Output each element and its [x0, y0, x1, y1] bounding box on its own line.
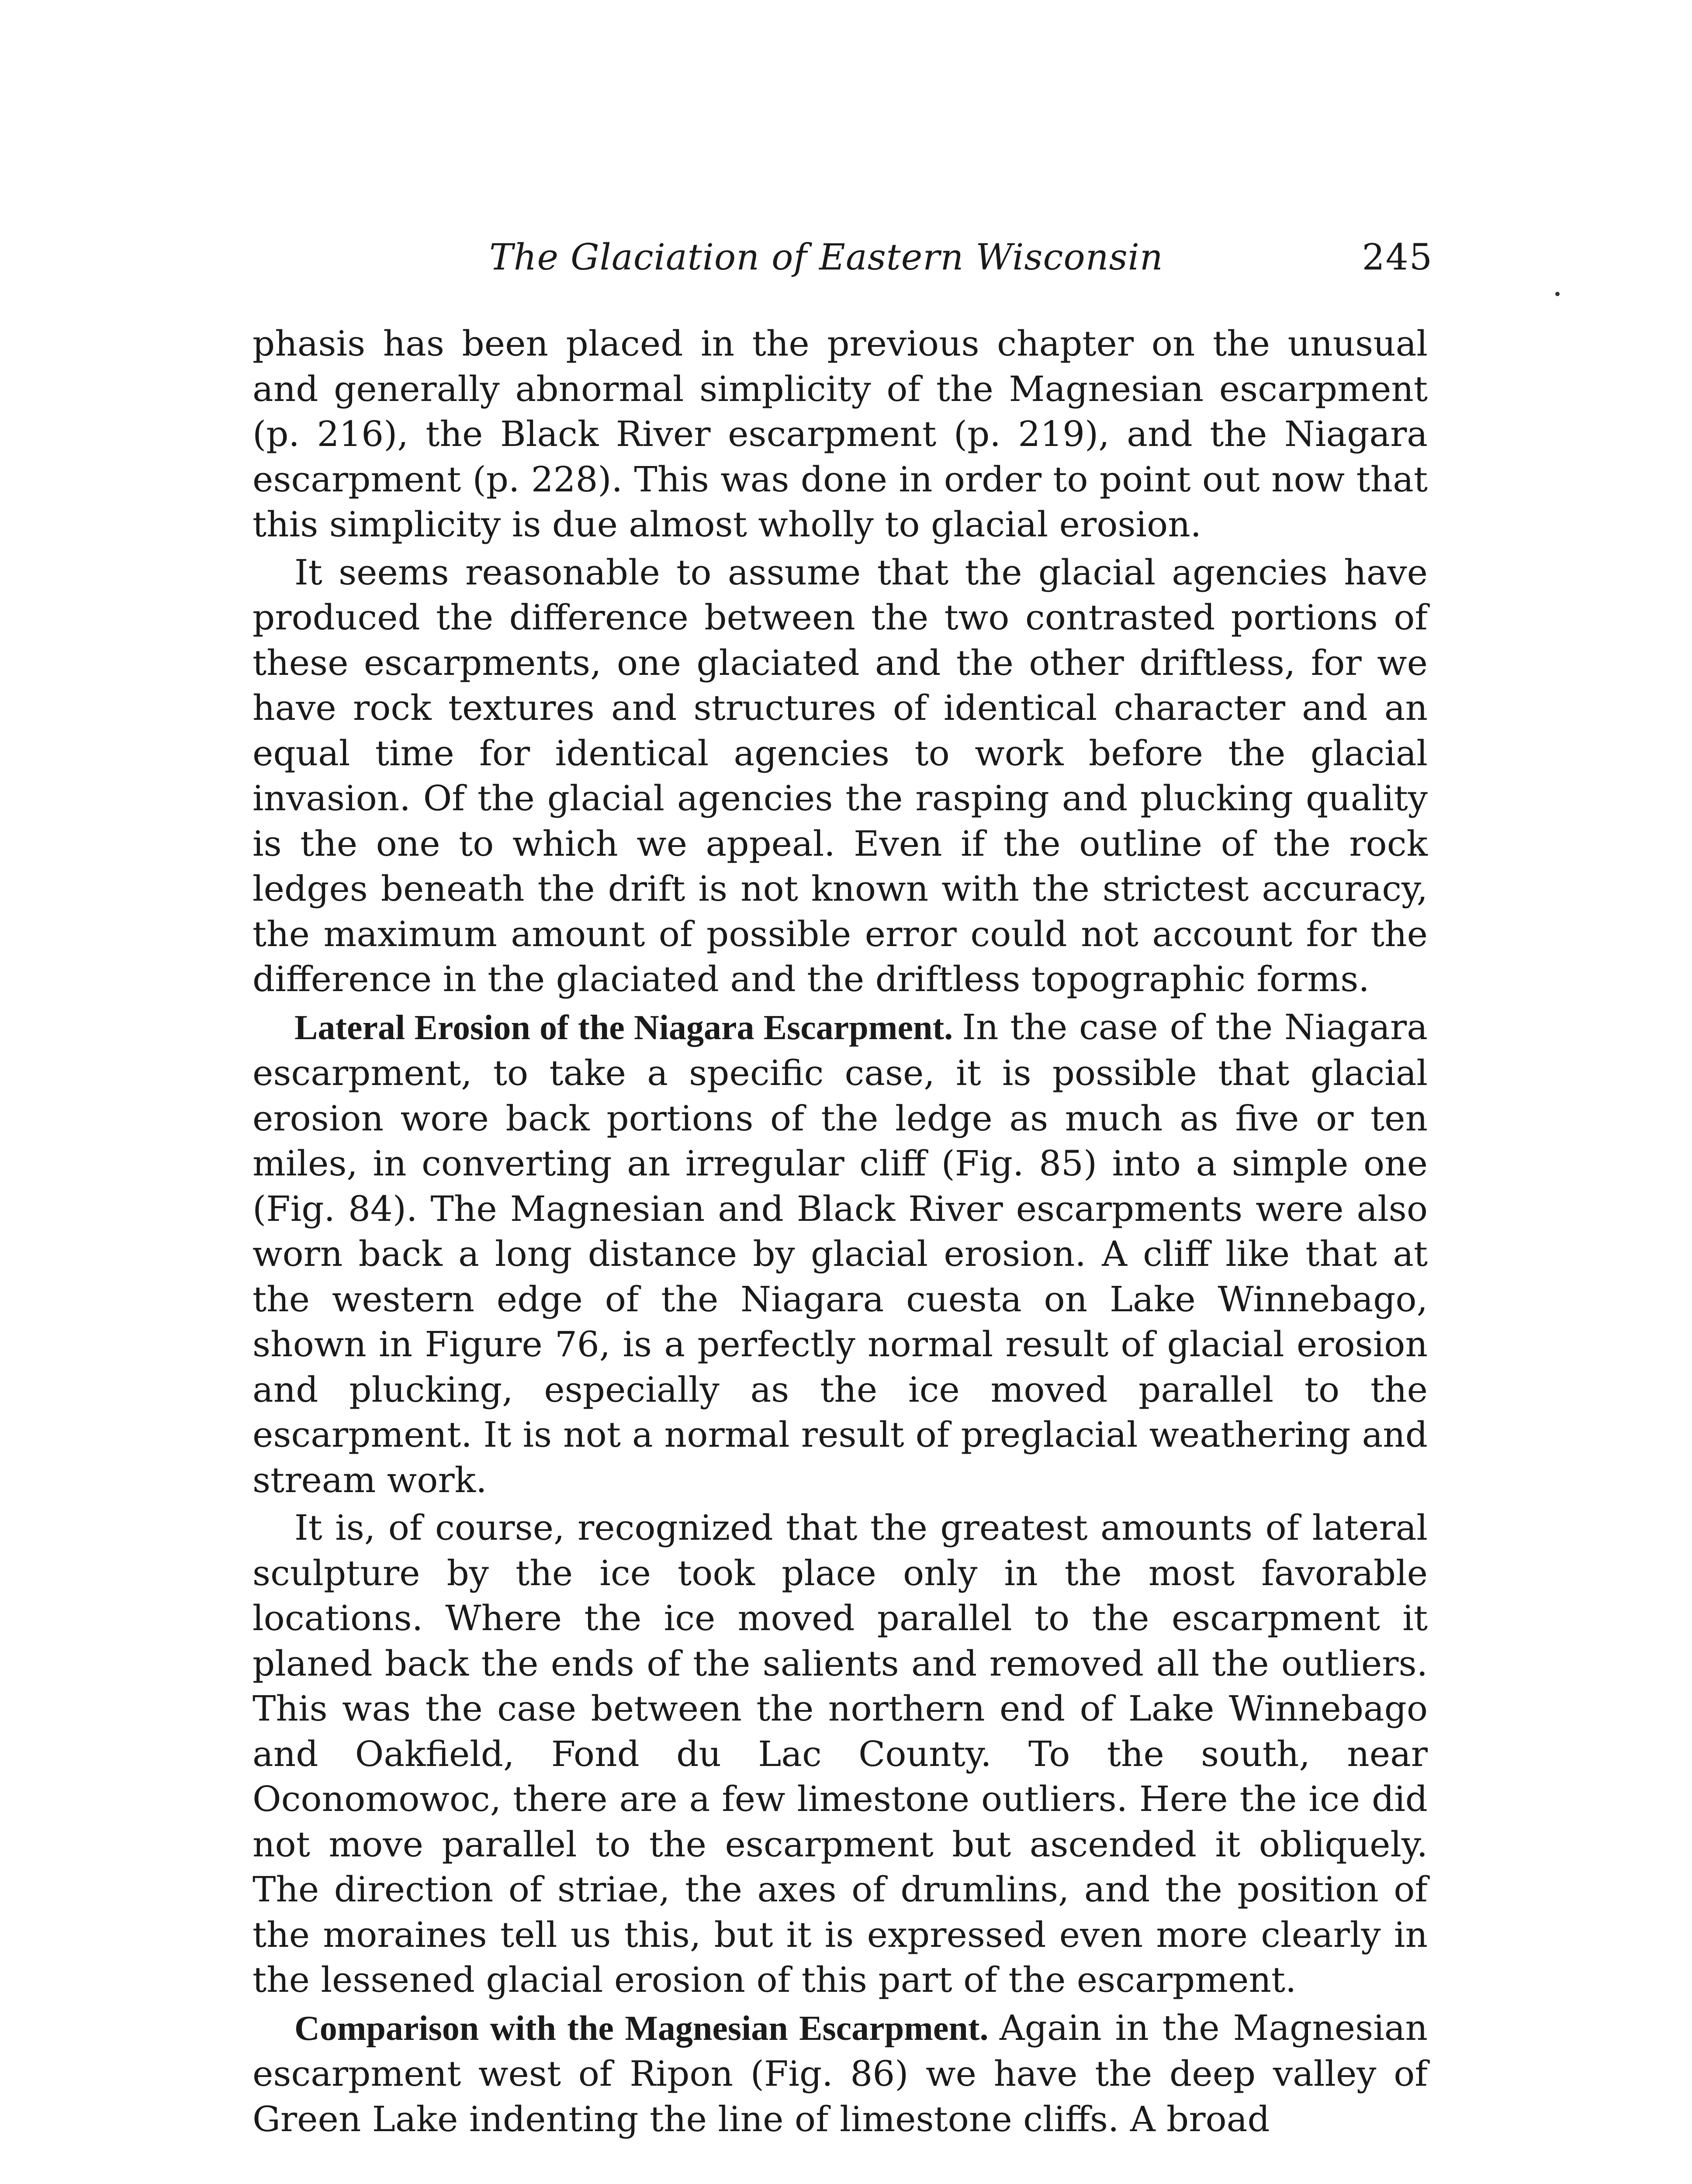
- paragraph: [253, 1505, 1428, 2003]
- body-text: [253, 321, 1428, 2144]
- paragraph: [253, 2005, 1428, 2142]
- paragraph: [253, 550, 1428, 1002]
- paragraph-text: It seems reasonable to assume that the glacial agencies have produced the difference between the two contrasted portions of these escarpments, one glaciated and the other driftless, for we have rock textures and structures of identical character and an equal time for identical agencies to work before the glacial invasion. Of the glacial agencies the rasping and plucking quality is the one to which we appeal. Even if the outline of the rock ledges beneath the drift is not known with the strictest accuracy, the maximum amount of possible error could not account for the difference in the glaciated and the driftless topographic forms.: [253, 552, 1428, 999]
- paragraph-text: Again in the Magnesian escarpment west of Ripon (Fig. 86) we have the deep valley of Green Lake indenting the line of limestone cliffs. A broad: [253, 2007, 1428, 2139]
- section-heading: Lateral Erosion of the Niagara Escarpment.: [294, 1008, 962, 1047]
- paragraph-text: It is, of course, recognized that the greatest amounts of lateral sculpture by the ice took place only in the most favorable locations. Where the ice moved parallel to the escarpment it planed back the ends of the salients and removed all the outliers. This was the case between the northern end of Lake Winnebago and Oakfield, Fond du Lac County. To the south, near Oconomowoc, there are a few limestone outliers. Here the ice did not move parallel to the escarpment but ascended it obliquely. The direction of striae, the axes of drumlins, and the position of the moraines tell us this, but it is expressed even more clearly in the lessened glacial erosion of this part of the escarpment.: [253, 1507, 1428, 2000]
- running-title: The Glaciation of Eastern Wisconsin: [489, 237, 1163, 278]
- running-head: [253, 232, 1433, 284]
- page-number: 245: [1362, 237, 1433, 278]
- paragraph-text: phasis has been placed in the previous chapter on the unusual and generally abnormal simplicity of the Magnesian escarpment (p. 216), the Black River escarpment (p. 219), and the Niagara escarpment (p. 228). This was done in order to point out now that this simplicity is due almost wholly to glacial erosion.: [253, 323, 1428, 545]
- paragraph: [253, 1005, 1428, 1503]
- page-speck: [1555, 292, 1560, 296]
- section-heading: Comparison with the Magnesian Escarpment.: [294, 2009, 1000, 2048]
- paragraph-text: In the case of the Niagara escarpment, to take a specific case, it is possible that glacial erosion wore back portions of the ledge as much as five or ten miles, in converting an irregular cliff (Fig. 85) into a simple one (Fig. 84). The Magnesian and Black River escarpments were also worn back a long distance by glacial erosion. A cliff like that at the western edge of the Niagara cuesta on Lake Winnebago, shown in Figure 76, is a perfectly normal result of glacial erosion and plucking, especially as the ice moved parallel to the escarpment. It is not a normal result of preglacial weathering and stream work.: [253, 1006, 1428, 1500]
- paragraph: [253, 321, 1428, 547]
